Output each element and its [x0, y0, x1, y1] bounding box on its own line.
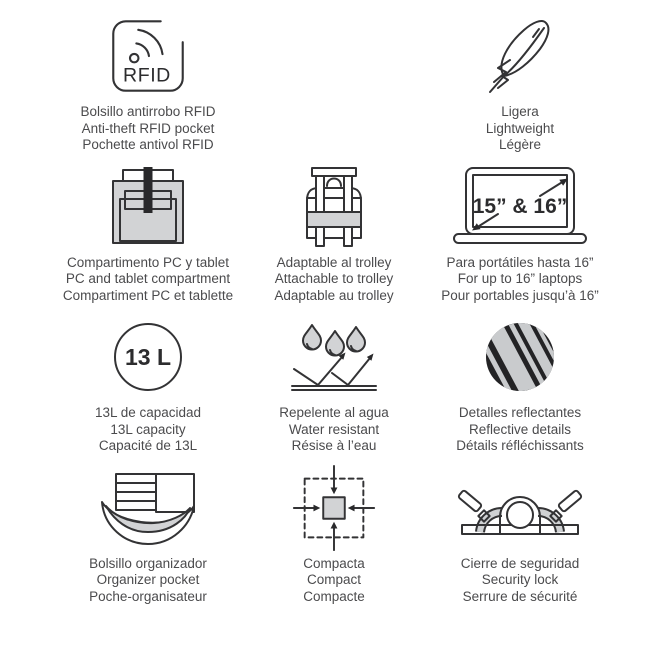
rfid-icon [112, 14, 184, 98]
caption-line-fr: Capacité de 13L [98, 438, 198, 453]
reflective-icon [484, 315, 556, 399]
feature-capacity [55, 315, 241, 455]
caption [279, 405, 389, 455]
feature-water-resistant [241, 315, 427, 455]
caption [461, 556, 580, 606]
caption-line-es: Para portátiles hasta 16” [446, 254, 594, 270]
feature-security-lock [427, 466, 613, 606]
feather-icon [482, 14, 558, 98]
caption-line-fr: Légère [498, 137, 542, 152]
caption-line-en: Lightweight [485, 120, 555, 136]
organizer-pocket-icon [96, 466, 200, 550]
caption [80, 104, 215, 154]
caption [303, 556, 365, 606]
capacity-label: 13 L [124, 344, 172, 370]
caption [95, 405, 201, 455]
caption-line-es: Ligera [501, 104, 539, 119]
caption-line-es: Compacta [303, 555, 365, 571]
caption-line-fr: Adaptable au trolley [274, 287, 394, 303]
caption-line-fr: Serrure de sécurité [462, 588, 578, 604]
compact-icon [289, 466, 379, 550]
caption [274, 255, 393, 305]
caption-line-fr: Résise à l’eau [291, 438, 377, 453]
caption-line-es: Cierre de seguridad [460, 555, 580, 571]
caption-line-en: Anti-theft RFID pocket [81, 120, 215, 136]
caption-line-es: Bolsillo antirrobo RFID [80, 104, 216, 119]
feature-anti-theft-rfid-pocket [55, 14, 241, 154]
laptop-size-icon [452, 165, 588, 249]
feature-reflective-details [427, 315, 613, 455]
caption-line-fr: Compartiment PC et tablette [62, 287, 234, 303]
security-lock-icon [454, 466, 586, 550]
caption-line-en: PC and tablet compartment [65, 271, 231, 286]
caption-line-fr: Compacte [303, 588, 365, 604]
caption [486, 104, 554, 154]
laptop-size-label: 15” & 16” [472, 194, 568, 218]
caption-line-es: Bolsillo organizador [89, 555, 207, 571]
caption-line-es: Detalles reflectantes [458, 405, 582, 420]
caption-line-es: Compartimento PC y tablet [66, 254, 230, 270]
feature-laptop-size [427, 165, 613, 305]
caption-line-en: Organizer pocket [96, 572, 200, 587]
feature-compact [241, 466, 427, 606]
caption-line-en: Water resistant [288, 421, 380, 437]
caption [63, 255, 233, 305]
water-drops-icon [290, 315, 378, 399]
caption-line-es: Adaptable al trolley [276, 254, 392, 270]
feature-pc-tablet-compartment [55, 165, 241, 305]
caption-line-fr: Pochette antivol RFID [82, 137, 214, 152]
caption-line-es: Repelente al agua [279, 405, 389, 420]
caption [456, 405, 584, 455]
caption-line-en: For up to 16” laptops [457, 271, 583, 286]
laptop-compartment-icon [103, 165, 193, 249]
caption-line-en: Attachable to trolley [274, 271, 394, 286]
caption-line-es: 13L de capacidad [94, 405, 202, 420]
caption-line-en: Reflective details [468, 421, 572, 437]
caption-line-en: Compact [306, 572, 362, 587]
caption-line-fr: Poche-organisateur [89, 588, 207, 604]
caption-line-en: 13L capacity [110, 421, 186, 437]
caption [89, 556, 207, 606]
caption-line-en: Security lock [481, 572, 559, 587]
feature-trolley-attachable [241, 165, 427, 305]
caption-line-fr: Détails réfléchissants [456, 438, 584, 453]
trolley-icon [294, 165, 374, 249]
rfid-label: RFID [123, 64, 171, 87]
feature-organizer-pocket [55, 466, 241, 606]
capacity-icon [113, 315, 183, 399]
feature-lightweight [427, 14, 613, 154]
caption [441, 255, 599, 305]
caption-line-fr: Pour portables jusqu’à 16” [441, 287, 599, 303]
